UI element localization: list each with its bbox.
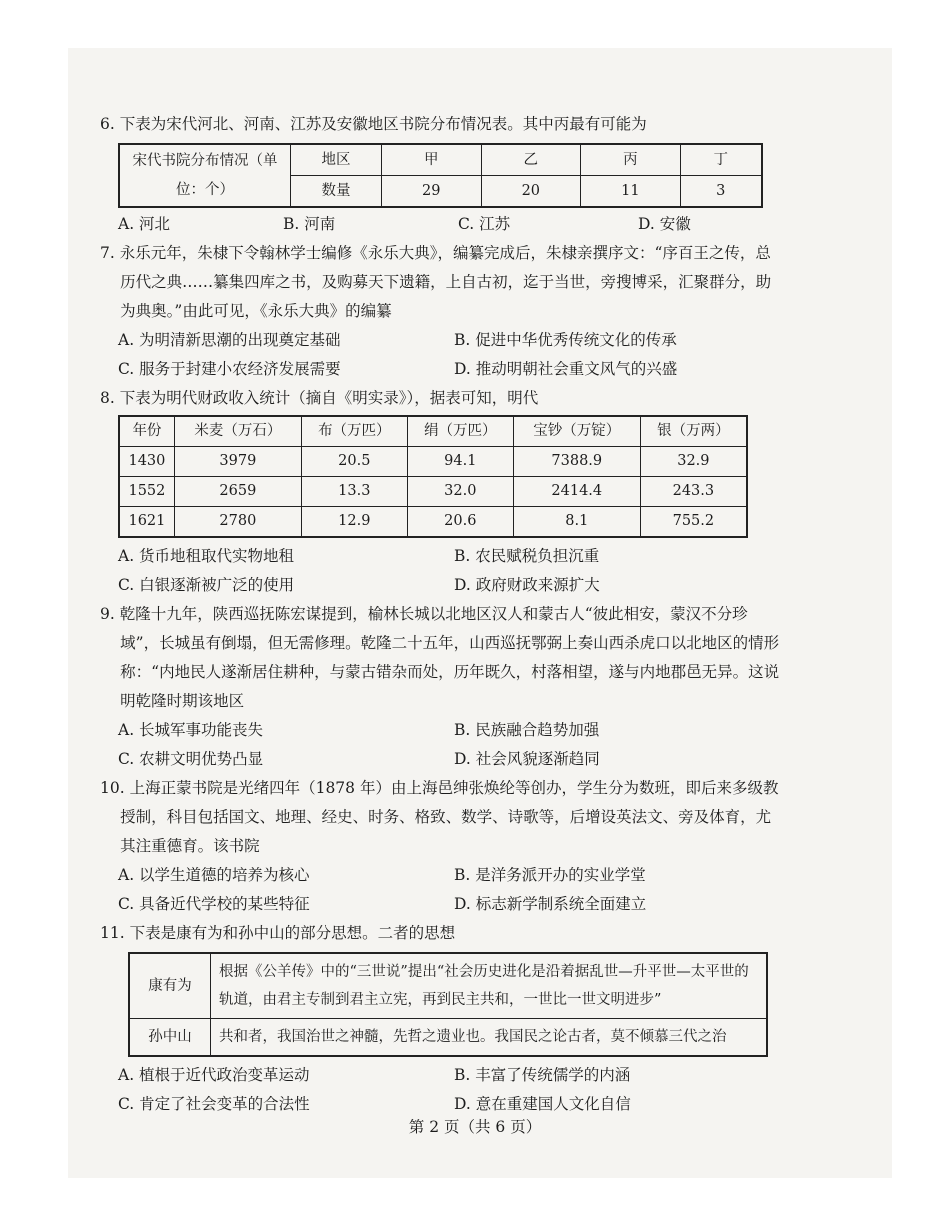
thought-text: 根据《公羊传》中的“三世说”提出“社会历史进化是沿着据乱世—升平世—太平世的轨道，由君主专制到君主立宪，再到民主共和，一世比一世文明进步” — [211, 953, 768, 1019]
table-cell: 2414.4 — [513, 477, 640, 507]
count-cell: 3 — [680, 176, 762, 208]
question-6 — [100, 110, 780, 239]
exam-content — [100, 110, 780, 1119]
question-6-stem: 6. 下表为宋代河北、河南、江苏及安徽地区书院分布情况表。其中丙最有可能为 — [100, 115, 647, 133]
table-row — [119, 447, 747, 477]
option-b: B. 是洋务派开办的实业学堂 — [454, 866, 646, 884]
option-d: D. 政府财政来源扩大 — [454, 576, 600, 594]
option-a: A. 植根于近代政治变革运动 — [118, 1066, 310, 1084]
option-c: C. 具备近代学校的某些特征 — [118, 895, 310, 913]
option-a: A. 长城军事功能丧失 — [118, 721, 264, 739]
count-cell: 11 — [581, 176, 681, 208]
thinkers-table — [128, 952, 768, 1057]
table-cell: 2659 — [174, 477, 301, 507]
column-header: 年份 — [119, 416, 174, 447]
table-cell: 3979 — [174, 447, 301, 477]
question-11 — [100, 919, 780, 1119]
table-row — [129, 1019, 767, 1057]
table-row — [119, 477, 747, 507]
table-cell: 94.1 — [407, 447, 513, 477]
count-cell: 20 — [481, 176, 581, 208]
question-8-stem: 8. 下表为明代财政收入统计（摘自《明实录》），据表可知，明代 — [100, 389, 539, 407]
count-cell: 29 — [382, 176, 482, 208]
column-header: 银（万两） — [640, 416, 747, 447]
question-9-stem: 9. 乾隆十九年，陕西巡抚陈宏谋提到，榆林长城以北地区汉人和蒙古人“彼此相安，蒙汉不分珍域”，长城虽有倒塌，但无需修理。乾隆二十五年，山西巡抚鄂弼上奏山西杀虎口以北地区的情形称：“内地民人遂渐居住耕种，与蒙古错杂而处，历年既久，村落相望，遂与内地郡邑无异。这说明乾隆时期该地区 — [100, 605, 780, 710]
table-cell: 32.9 — [640, 447, 747, 477]
option-c: C. 江苏 — [458, 215, 511, 233]
column-header: 绢（万匹） — [407, 416, 513, 447]
option-b: B. 河南 — [283, 215, 336, 233]
option-c: C. 服务于封建小农经济发展需要 — [118, 360, 341, 378]
table-row — [119, 507, 747, 538]
region-cell: 丙 — [581, 144, 681, 176]
table-cell: 1621 — [119, 507, 174, 538]
academy-distribution-table — [118, 143, 763, 208]
option-a: A. 货币地租取代实物地租 — [118, 547, 295, 565]
person-name: 孙中山 — [129, 1019, 211, 1057]
option-b: B. 促进中华优秀传统文化的传承 — [454, 331, 677, 349]
table-cell: 20.6 — [407, 507, 513, 538]
region-cell: 丁 — [680, 144, 762, 176]
question-8-options — [100, 542, 780, 600]
table-cell: 8.1 — [513, 507, 640, 538]
option-c: C. 白银逐渐被广泛的使用 — [118, 576, 295, 594]
page-number: 第 2 页（共 6 页） — [408, 1118, 542, 1136]
option-a: A. 河北 — [118, 215, 171, 233]
person-name: 康有为 — [129, 953, 211, 1019]
question-11-options — [100, 1061, 780, 1119]
question-9-options — [100, 716, 780, 774]
question-6-options — [100, 210, 780, 239]
column-header: 布（万匹） — [301, 416, 407, 447]
option-d: D. 社会风貌逐渐趋同 — [454, 750, 600, 768]
question-10-stem: 10. 上海正蒙书院是光绪四年（1878 年）由上海邑绅张焕纶等创办，学生分为数班，即后来多级教授制，科目包括国文、地理、经史、时务、格致、数学、诗歌等，后增设英法文、旁及体育，尤其注重德育。该书院 — [100, 779, 779, 855]
table-cell: 755.2 — [640, 507, 747, 538]
option-d: D. 意在重建国人文化自信 — [454, 1095, 631, 1113]
option-d: D. 推动明朝社会重文风气的兴盛 — [454, 360, 678, 378]
thought-text: 共和者，我国治世之神髓，先哲之遗业也。我国民之论古者，莫不倾慕三代之治 — [211, 1019, 768, 1057]
question-10 — [100, 774, 780, 919]
table-header-row — [119, 416, 747, 447]
table-cell: 2780 — [174, 507, 301, 538]
table-cell: 1430 — [119, 447, 174, 477]
option-d: D. 标志新学制系统全面建立 — [454, 895, 647, 913]
option-a: A. 为明清新思潮的出现奠定基础 — [118, 331, 341, 349]
option-b: B. 丰富了传统儒学的内涵 — [454, 1066, 631, 1084]
option-c: C. 肯定了社会变革的合法性 — [118, 1095, 310, 1113]
question-9 — [100, 600, 780, 774]
region-cell: 甲 — [382, 144, 482, 176]
question-7-options — [100, 326, 780, 384]
question-11-stem: 11. 下表是康有为和孙中山的部分思想。二者的思想 — [100, 924, 456, 942]
table-cell: 1552 — [119, 477, 174, 507]
table-cell: 13.3 — [301, 477, 407, 507]
table-title: 宋代书院分布情况（单位：个） — [119, 144, 291, 207]
count-label: 数量 — [291, 176, 382, 208]
option-a: A. 以学生道德的培养为核心 — [118, 866, 310, 884]
table-cell: 32.0 — [407, 477, 513, 507]
table-cell: 12.9 — [301, 507, 407, 538]
question-7 — [100, 239, 780, 384]
table-cell: 7388.9 — [513, 447, 640, 477]
region-cell: 乙 — [481, 144, 581, 176]
column-header: 米麦（万石） — [174, 416, 301, 447]
option-d: D. 安徽 — [638, 215, 691, 233]
ming-revenue-table — [118, 415, 748, 538]
question-7-stem: 7. 永乐元年，朱棣下令翰林学士编修《永乐大典》，编纂完成后，朱棣亲撰序文：“序百王之传，总历代之典……纂集四库之书，及购募天下遗籍，上自古初，迄于当世，旁搜博采，汇聚群分，助为典奥。”由此可见，《永乐大典》的编纂 — [100, 244, 772, 320]
option-b: B. 农民赋税负担沉重 — [454, 547, 600, 565]
table-cell: 20.5 — [301, 447, 407, 477]
column-header: 宝钞（万锭） — [513, 416, 640, 447]
table-row — [129, 953, 767, 1019]
region-label: 地区 — [291, 144, 382, 176]
question-10-options — [100, 861, 780, 919]
question-8 — [100, 384, 780, 600]
option-b: B. 民族融合趋势加强 — [454, 721, 600, 739]
table-cell: 243.3 — [640, 477, 747, 507]
option-c: C. 农耕文明优势凸显 — [118, 750, 264, 768]
